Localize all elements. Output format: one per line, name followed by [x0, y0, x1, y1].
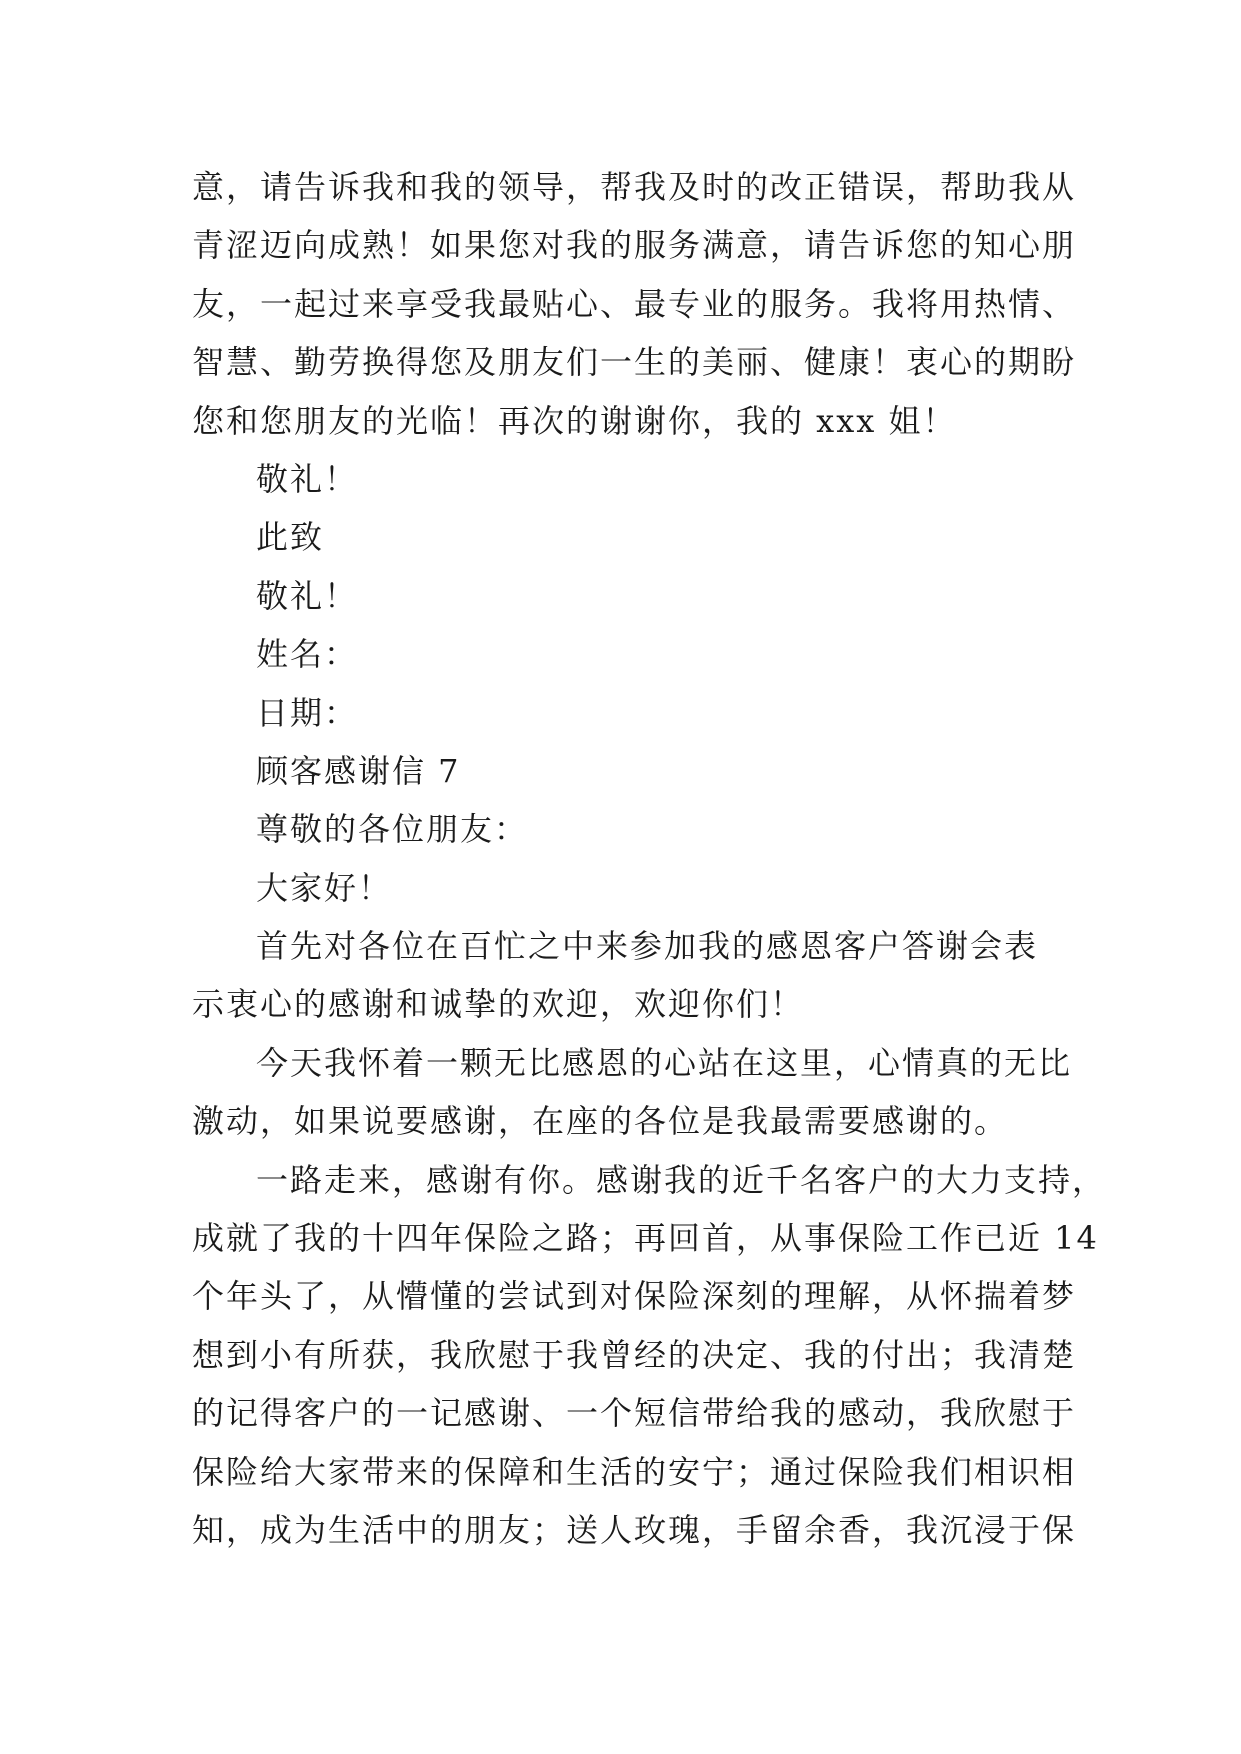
- text-line: 个年头了，从懵懂的尝试到对保险深刻的理解，从怀揣着梦: [192, 1277, 1077, 1316]
- greeting-line: 尊敬的各位朋友：: [256, 810, 529, 849]
- letter-body: [192, 158, 1107, 1559]
- date-field-label: 日期：: [256, 693, 359, 732]
- text-line: 示衷心的感谢和诚挚的欢迎，欢迎你们！: [192, 985, 805, 1024]
- text-line: 激动，如果说要感谢，在座的各位是我最需要感谢的。: [192, 1102, 1009, 1141]
- text-line: 想到小有所获，我欣慰于我曾经的决定、我的付出；我清楚: [192, 1335, 1077, 1374]
- paragraph-first-line: 首先对各位在百忙之中来参加我的感恩客户答谢会表: [256, 927, 1039, 966]
- text-line: 智慧、勤劳换得您及朋友们一生的美丽、健康！衷心的期盼: [192, 343, 1077, 382]
- paragraph-first-line: 今天我怀着一颗无比感恩的心站在这里，心情真的无比: [256, 1043, 1073, 1082]
- salutation-line: 敬礼！: [256, 459, 359, 498]
- name-field-label: 姓名：: [256, 635, 359, 674]
- greeting-line: 大家好！: [256, 868, 393, 907]
- text-line: 的记得客户的一记感谢、一个短信带给我的感动，我欣慰于: [192, 1394, 1077, 1433]
- text-line: 知，成为生活中的朋友；送人玫瑰，手留余香，我沉浸于保: [192, 1510, 1077, 1549]
- section-title: 顾客感谢信 7: [256, 751, 461, 790]
- text-line: 保险给大家带来的保障和生活的安宁；通过保险我们相识相: [192, 1452, 1077, 1491]
- salutation-line: 敬礼！: [256, 576, 359, 615]
- closing-line: 此致: [256, 518, 325, 557]
- text-line: 您和您朋友的光临！再次的谢谢你，我的 xxx 姐！: [192, 401, 957, 440]
- text-line: 友，一起过来享受我最贴心、最专业的服务。我将用热情、: [192, 284, 1077, 323]
- text-line: 青涩迈向成熟！如果您对我的服务满意，请告诉您的知心朋: [192, 226, 1077, 265]
- text-line: 成就了我的十四年保险之路；再回首，从事保险工作已近 14: [192, 1219, 1099, 1258]
- text-line: 意，请告诉我和我的领导，帮我及时的改正错误，帮助我从: [192, 168, 1077, 206]
- paragraph-first-line: 一路走来，感谢有你。感谢我的近千名客户的大力支持，: [256, 1160, 1107, 1199]
